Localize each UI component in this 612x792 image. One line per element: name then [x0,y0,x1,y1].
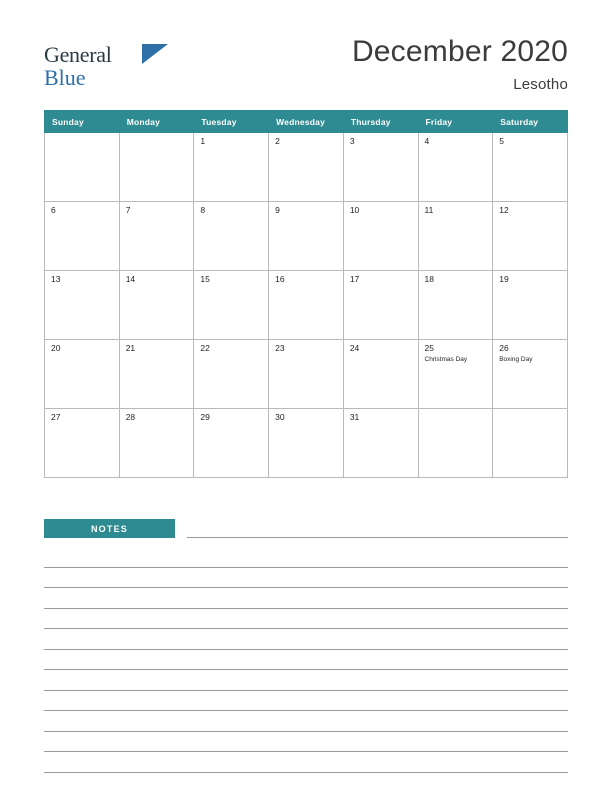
notes-line[interactable] [44,547,568,568]
day-number: 3 [349,136,355,146]
calendar-day-cell[interactable] [493,133,568,202]
calendar-week-row [45,340,568,409]
notes-line[interactable] [44,568,568,589]
calendar-day-cell[interactable] [418,409,493,478]
day-number: 16 [275,274,285,284]
day-number: 5 [499,136,504,146]
day-number: 13 [51,274,61,284]
calendar-day-cell[interactable] [119,271,194,340]
day-number: 23 [275,343,285,353]
day-number: 15 [200,274,210,284]
calendar-day-cell[interactable] [119,133,194,202]
weekday-header-monday: Monday [119,111,194,133]
day-number: 30 [275,412,285,422]
day-number: 31 [349,412,360,422]
calendar-day-cell[interactable] [343,202,418,271]
calendar-day-cell[interactable] [418,133,493,202]
general-blue-logo [44,44,112,89]
day-number: 4 [424,136,430,146]
calendar-day-cell[interactable] [45,271,120,340]
logo-text-general: General [44,42,112,67]
notes-line[interactable] [44,629,568,650]
country-label: Lesotho [513,75,568,93]
day-number: 22 [200,343,210,353]
day-number: 21 [125,343,136,353]
weekday-header-thursday: Thursday [343,111,418,133]
weekday-header-sunday: Sunday [45,111,120,133]
weekday-header-row [45,111,568,133]
calendar-day-cell[interactable] [343,409,418,478]
blue-triangle-flag-icon [142,44,168,64]
notes-line[interactable] [44,670,568,691]
day-number: 12 [499,205,509,215]
page-header [44,36,568,98]
day-number: 14 [125,274,136,284]
calendar-day-cell[interactable] [418,271,493,340]
day-number: 8 [200,205,206,215]
weekday-header-wednesday: Wednesday [269,111,344,133]
day-number: 2 [275,136,280,146]
notes-top-rule [187,537,568,538]
calendar-day-cell[interactable] [45,340,120,409]
notes-line[interactable] [44,711,568,732]
day-number: 29 [200,412,210,422]
notes-label: NOTES [44,519,175,538]
calendar-day-cell[interactable] [418,340,493,409]
calendar-week-row [45,202,568,271]
logo-text-blue: Blue [44,65,86,90]
day-event: Boxing Day [499,356,533,364]
weekday-header-tuesday: Tuesday [194,111,269,133]
calendar-grid [44,110,568,478]
calendar-day-cell[interactable] [493,340,568,409]
notes-line[interactable] [44,609,568,630]
calendar-day-cell[interactable] [493,202,568,271]
calendar-day-cell[interactable] [119,340,194,409]
calendar-day-cell[interactable] [194,409,269,478]
calendar-week-row [45,133,568,202]
calendar-day-cell[interactable] [269,202,344,271]
calendar-day-cell[interactable] [269,133,344,202]
calendar-day-cell[interactable] [194,271,269,340]
calendar-day-cell[interactable] [194,340,269,409]
day-number: 10 [349,205,360,215]
notes-lines[interactable] [44,547,568,773]
day-number: 20 [51,343,61,353]
calendar-day-cell[interactable] [493,409,568,478]
calendar-day-cell[interactable] [119,409,194,478]
calendar-body [45,133,568,478]
calendar-week-row [45,409,568,478]
calendar-day-cell[interactable] [269,409,344,478]
page-title: December 2020 [351,35,568,68]
day-number: 9 [275,205,280,215]
day-number: 6 [51,205,56,215]
calendar-day-cell[interactable] [418,202,493,271]
calendar-day-cell[interactable] [194,133,269,202]
weekday-header-friday: Friday [418,111,493,133]
calendar-day-cell[interactable] [343,340,418,409]
day-number: 28 [125,412,136,422]
calendar-day-cell[interactable] [45,409,120,478]
day-number: 11 [424,205,434,215]
calendar-day-cell[interactable] [119,202,194,271]
notes-line[interactable] [44,752,568,773]
notes-line[interactable] [44,588,568,609]
day-number: 27 [51,412,61,422]
day-number: 18 [424,274,434,284]
calendar-day-cell[interactable] [343,133,418,202]
calendar-day-cell[interactable] [493,271,568,340]
day-number: 7 [125,205,131,215]
day-number: 17 [349,274,360,284]
day-number: 24 [349,343,360,353]
calendar-day-cell[interactable] [45,202,120,271]
day-number: 19 [499,274,509,284]
day-number: 26 [499,343,509,353]
calendar-week-row [45,271,568,340]
notes-line[interactable] [44,691,568,712]
weekday-header-saturday: Saturday [493,111,568,133]
calendar-day-cell[interactable] [343,271,418,340]
notes-line[interactable] [44,732,568,753]
day-event: Christmas Day [424,356,468,364]
day-number: 25 [424,343,434,353]
notes-line[interactable] [44,650,568,671]
day-number: 1 [200,136,206,146]
calendar-day-cell[interactable] [45,133,120,202]
calendar-day-cell[interactable] [194,202,269,271]
calendar-day-cell[interactable] [269,271,344,340]
title-block [352,36,568,93]
calendar-day-cell[interactable] [269,340,344,409]
